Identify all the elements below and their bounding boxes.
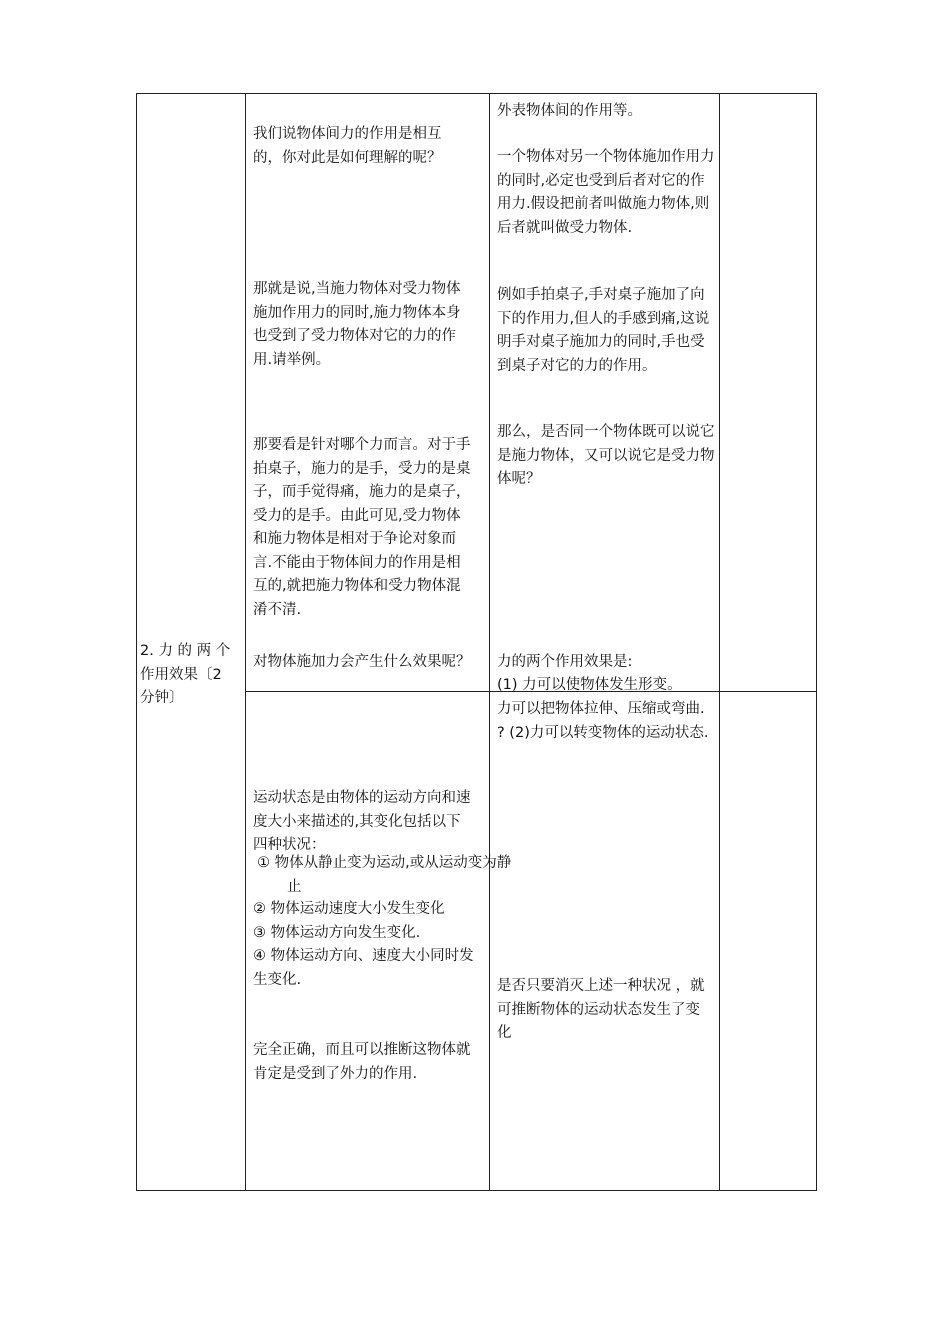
list-item: ② 物体运动速度大小发生变化 <box>253 901 445 917</box>
teacher-conclusion: 完全正确，而且可以推断这物体就肯定是受到了外力的作用. <box>253 1042 471 1082</box>
student-answer-1: 一个物体对另一个物体施加作用力的同时,必定也受到后者对它的作用力.假设把前者叫做施力物体,则后者就叫做受力物体. <box>497 149 715 236</box>
teacher-intro: 运动状态是由物体的运动方向和速度大小来描述的,其变化包括以下四种状况： <box>253 790 471 853</box>
student-answer-b1: 力可以把物体拉伸、压缩或弯曲. ? (2)力可以转变物体的运动状态. <box>497 701 709 741</box>
teacher-explanation: 那要看是针对哪个力而言。对于手拍桌子，施力的是手，受力的是桌子，而手觉得痛，施力的是桌子，受力的是手。由此可见,受力物体和施力物体是相对于争论对象而言.不能由于物体间力的作用是相互的,就把施力物体和受力物体混淆不清. <box>253 437 471 618</box>
student-question-b2: 是否只要消灭上述一种状况 ，就可推断物体的运动状态发生了变化 <box>497 978 705 1041</box>
teacher-question-4: 对物体施加力会产生什么效果呢？ <box>253 654 471 670</box>
list-item: ① 物体从静止变为运动,或从运动变为静止 <box>257 855 512 895</box>
table-top-border <box>136 93 817 94</box>
student-answer-4-line2: (1) 力可以使物体发生形变。 <box>497 677 682 693</box>
section-label: 2. 力 的 两 个作用效果〔2 分钟〕 <box>140 643 231 706</box>
student-answer-2: 例如手拍桌子,手对桌子施加了向下的作用力,但人的手感到痛,这说明手对桌子施加力的同时,手也受到桌子对它的力的作用。 <box>497 287 710 374</box>
student-answer-0: 外表物体间的作用等。 <box>497 103 642 119</box>
student-answer-4-line1: 力的两个作用效果是: <box>497 654 633 670</box>
table-left-border <box>136 93 137 1191</box>
column-divider-1 <box>245 93 246 1191</box>
table-right-border <box>816 93 817 1191</box>
teacher-question-1: 我们说物体间力的作用是相互的，你对此是如何理解的呢？ <box>253 126 442 166</box>
list-item: ③ 物体运动方向发生变化. <box>253 925 421 941</box>
teacher-question-2: 那就是说,当施力物体对受力物体施加作用力的同时,施力物体本身也受到了受力物体对它的力的作用.请举例。 <box>253 281 461 368</box>
column-divider-2 <box>489 93 490 1191</box>
student-answer-3: 那么，是否同一个物体既可以说它是施力物体，又可以说它是受力物体呢？ <box>497 424 715 487</box>
table-bottom-border <box>136 1190 817 1191</box>
column-divider-3 <box>719 93 720 1191</box>
list-item: ④ 物体运动方向、速度大小同时发生变化. <box>253 948 474 988</box>
